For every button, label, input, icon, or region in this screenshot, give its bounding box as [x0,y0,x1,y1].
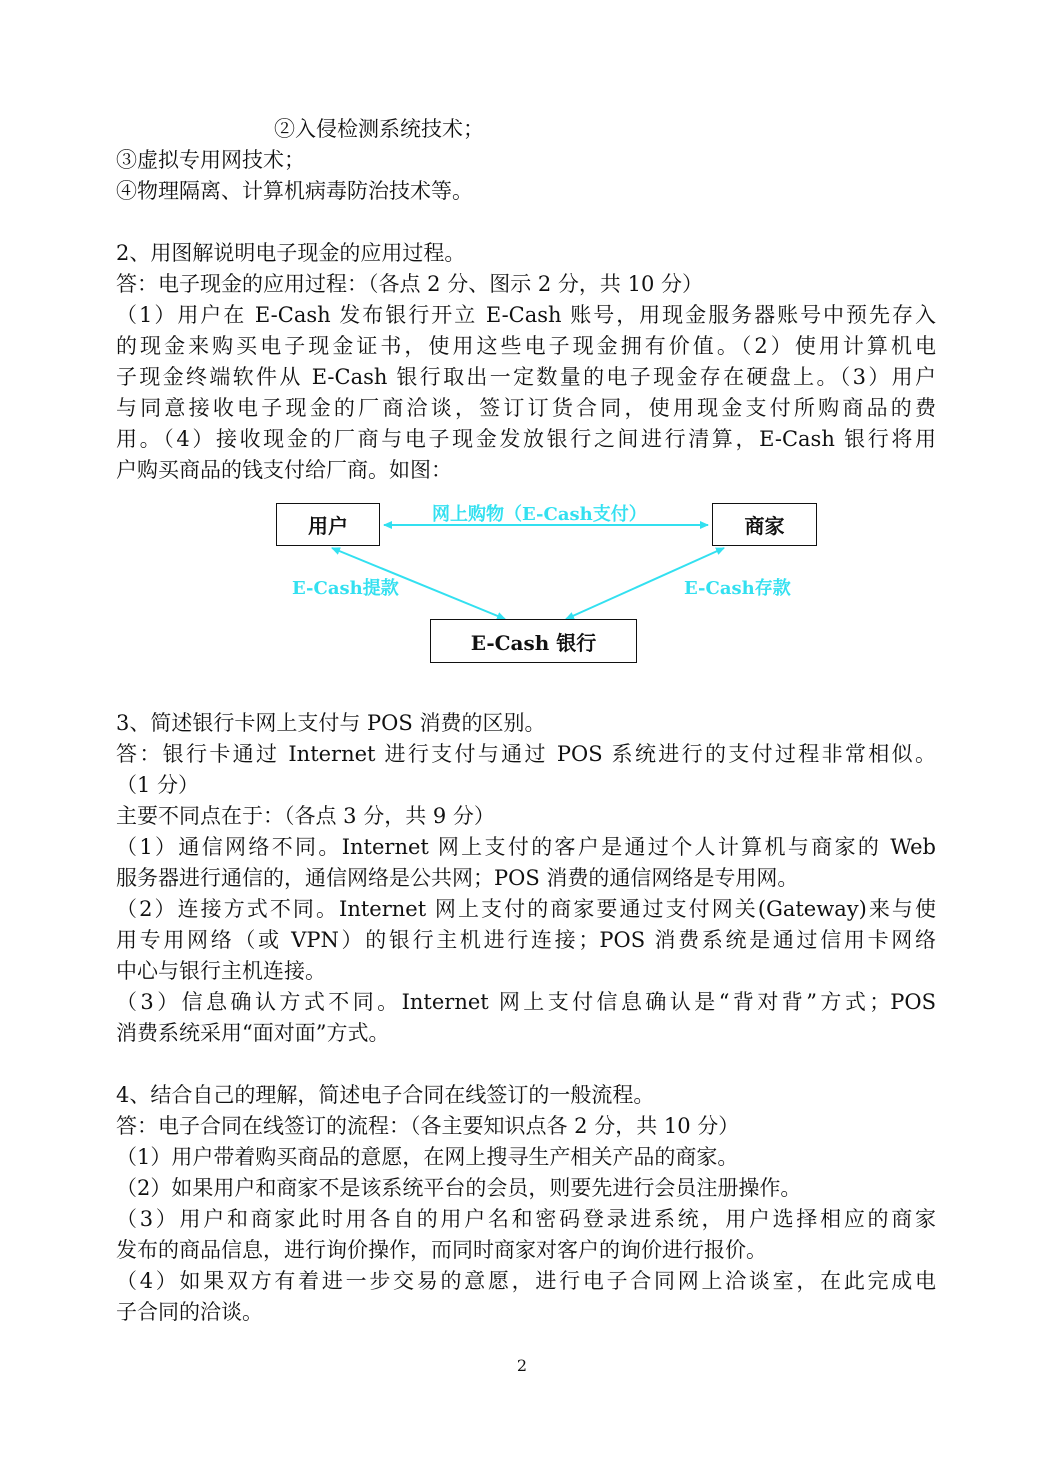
text-line: ②入侵检测系统技术； [274,117,484,141]
page-number: 2 [516,1356,528,1375]
text-line: （1）用户在 E-Cash 发布银行开立 E-Cash 账号，用现金服务器账号中预先存入 [116,303,936,327]
answer-line: 答：银行卡通过 Internet 进行支付与通过 POS 系统进行的支付过程非常相似。 [116,742,936,766]
ecash-flow-diagram [0,496,1044,670]
text-line: ③虚拟专用网技术； [116,148,305,172]
text-line: （2）如果用户和商家不是该系统平台的会员，则要先进行会员注册操作。 [116,1176,802,1200]
merchant-node: 商家 [712,503,817,546]
text-line: （4）如果双方有着进一步交易的意愿，进行电子合同网上洽谈室，在此完成电 [116,1269,936,1293]
answer-line: 答：电子现金的应用过程：（各点 2 分、图示 2 分，共 10 分） [116,272,703,296]
text-line: 服务器进行通信的，通信网络是公共网；POS 消费的通信网络是专用网。 [116,866,799,890]
deposit-edge-label: E-Cash存款 [684,578,791,599]
text-line: 与同意接收电子现金的厂商洽谈，签订订货合同，使用现金支付所购商品的费 [116,396,936,420]
text-line: （3）信息确认方式不同。Internet 网上支付信息确认是“背对背”方式；POS [116,990,936,1014]
text-line: 子现金终端软件从 E-Cash 银行取出一定数量的电子现金存在硬盘上。（3）用户 [116,365,936,389]
withdraw-edge-label: E-Cash提款 [292,578,399,599]
section-heading: 2、用图解说明电子现金的应用过程。 [116,241,466,265]
user-node: 用户 [276,503,380,546]
text-line: ④物理隔离、计算机病毒防治技术等。 [116,179,473,203]
ecash-bank-node: E-Cash 银行 [430,619,637,663]
section-heading: 4、结合自己的理解，简述电子合同在线签订的一般流程。 [116,1083,655,1107]
text-line: （2）连接方式不同。Internet 网上支付的商家要通过支付网关(Gateway)来与使 [116,897,936,921]
text-line: （3）用户和商家此时用各自的用户名和密码登录进系统，用户选择相应的商家 [116,1207,936,1231]
text-line: 中心与银行主机连接。 [116,959,326,983]
text-line: 消费系统采用“面对面”方式。 [116,1021,390,1045]
text-line: （1）用户带着购买商品的意愿，在网上搜寻生产相关产品的商家。 [116,1145,739,1169]
answer-line: 答：电子合同在线签订的流程：（各主要知识点各 2 分，共 10 分） [116,1114,740,1138]
text-line: 户购买商品的钱支付给厂商。如图： [116,458,452,482]
text-line: 用专用网络（或 VPN）的银行主机进行连接；POS 消费系统是通过信用卡网络 [116,928,936,952]
shopping-edge-label: 网上购物（E-Cash支付） [432,504,647,525]
section-heading: 3、简述银行卡网上支付与 POS 消费的区别。 [116,711,546,735]
text-line: 主要不同点在于：（各点 3 分，共 9 分） [116,804,495,828]
text-line: 发布的商品信息，进行询价操作，而同时商家对客户的询价进行报价。 [116,1238,767,1262]
text-line: 用。（4）接收现金的厂商与电子现金发放银行之间进行清算，E-Cash 银行将用 [116,427,936,451]
text-line: 的现金来购买电子现金证书，使用这些电子现金拥有价值。（2）使用计算机电 [116,334,936,358]
text-line: （1）通信网络不同。Internet 网上支付的客户是通过个人计算机与商家的 Web [116,835,936,859]
text-line: （1 分） [116,773,200,797]
text-line: 子合同的洽谈。 [116,1300,263,1324]
